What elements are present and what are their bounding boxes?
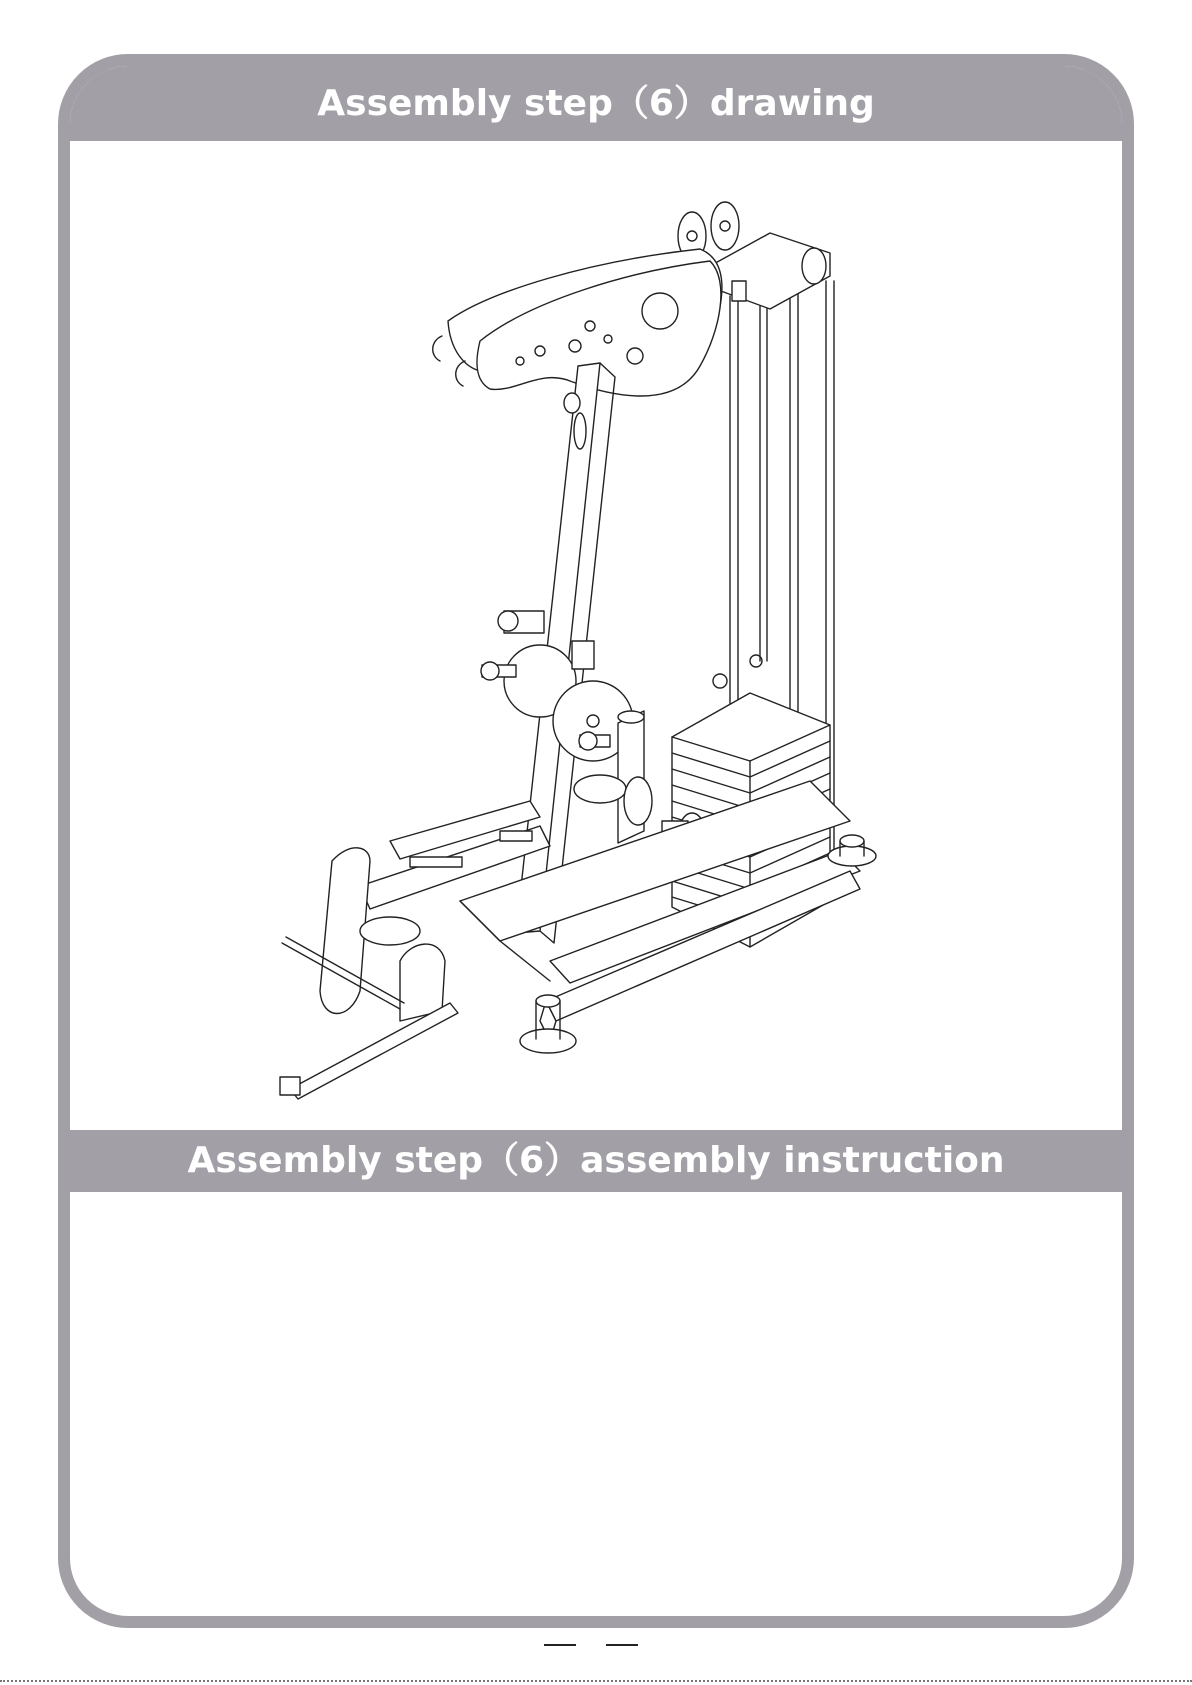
drawing-section-title: Assembly step（6）drawing <box>317 83 875 124</box>
assembly-drawing <box>70 141 1122 1130</box>
instruction-body <box>70 1192 1122 1616</box>
drawing-section-header <box>70 66 1122 141</box>
page-frame <box>58 54 1134 1628</box>
page-number-mark-left <box>544 1644 576 1646</box>
page-number-mark-right <box>606 1644 638 1646</box>
page-bottom-border <box>0 1680 1192 1682</box>
instruction-section-header <box>70 1130 1122 1192</box>
instruction-section-title: Assembly step（6）assembly instruction <box>187 1140 1005 1181</box>
leg-developer <box>280 801 550 1099</box>
gym-machine-illustration <box>70 141 1122 1130</box>
